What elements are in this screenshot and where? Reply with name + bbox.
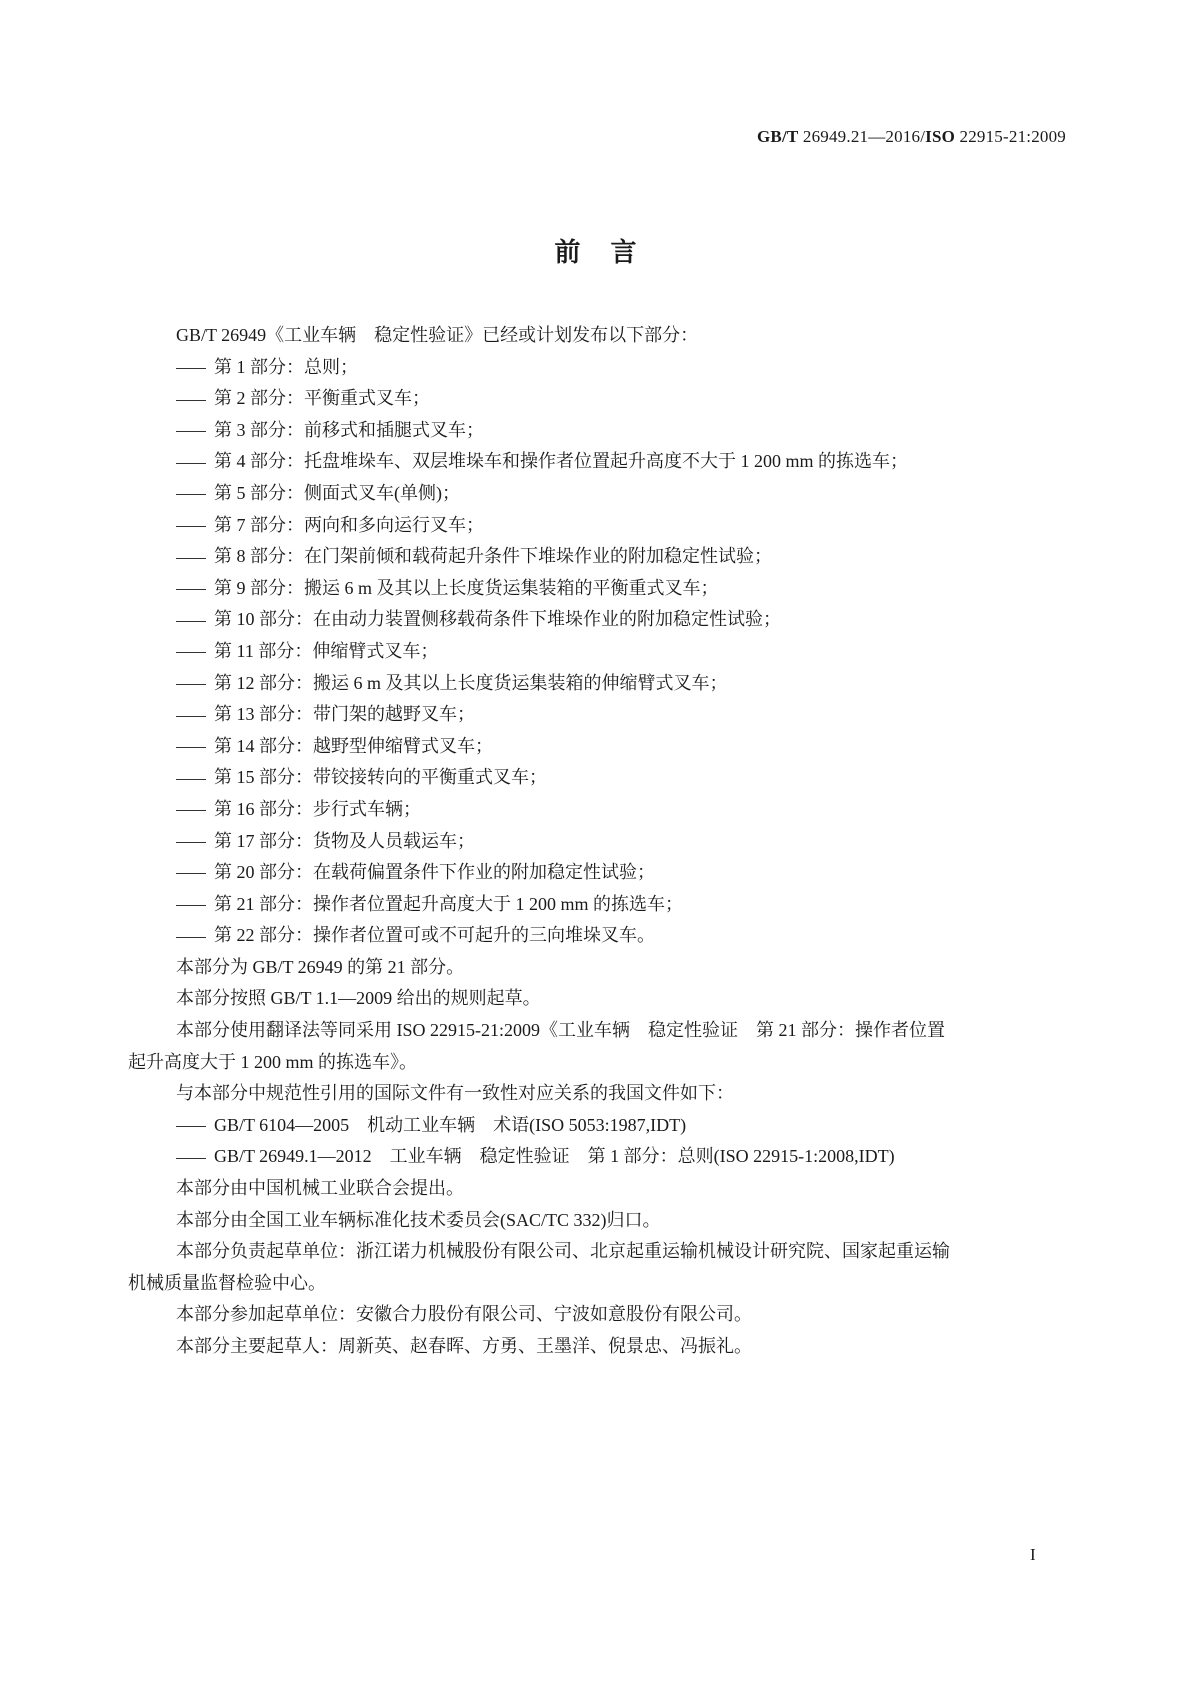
part-text: 第 11 部分：伸缩臂式叉车；: [214, 640, 439, 661]
part-text: 第 20 部分：在载荷偏置条件下作业的附加稳定性试验；: [214, 862, 655, 883]
participating-units-paragraph: 本部分参加起草单位：安徽合力股份有限公司、宁波如意股份有限公司。: [176, 1304, 752, 1325]
header-standard-number: 26949.21—2016/: [798, 127, 926, 146]
header-standard-prefix: GB/T: [756, 127, 799, 146]
part-text: 第 12 部分：搬运 6 m 及其以上长度货运集装箱的伸缩臂式叉车；: [214, 672, 728, 693]
page-title: 前言: [554, 238, 667, 267]
part-text: 第 13 部分：带门架的越野叉车；: [214, 704, 475, 725]
running-header: [757, 127, 1066, 147]
drafting-units-line1: 本部分负责起草单位：浙江诺力机械股份有限公司、北京起重运输机械设计研究院、国家起重运输: [176, 1241, 950, 1262]
dash-icon: [176, 937, 206, 938]
part-list-item: [128, 794, 1068, 826]
intro-paragraph: GB/T 26949《工业车辆 稳定性验证》已经或计划发布以下部分：: [176, 325, 699, 345]
drafting-units-line2: 机械质量监督检验中心。: [128, 1272, 326, 1293]
part-list-item: [128, 383, 1068, 415]
part-text: 第 3 部分：前移式和插腿式叉车；: [214, 419, 484, 440]
header-iso-prefix: ISO: [925, 127, 956, 146]
dash-icon: [176, 463, 206, 464]
dash-icon: [176, 873, 206, 874]
part-text: 第 4 部分：托盘堆垛车、双层堆垛车和操作者位置起升高度不大于 1 200 mm 的拣选车；: [214, 451, 908, 472]
part-text: 第 5 部分：侧面式叉车(单侧)；: [214, 482, 460, 503]
dash-icon: [176, 905, 206, 906]
dash-icon: [176, 1126, 206, 1127]
dash-icon: [176, 652, 206, 653]
part-text: 第 2 部分：平衡重式叉车；: [214, 388, 430, 409]
part-text: 第 17 部分：货物及人员载运车；: [214, 830, 475, 851]
proposed-paragraph: 本部分由中国机械工业联合会提出。: [176, 1178, 464, 1199]
parts-list: [128, 352, 1068, 952]
part-text: 第 1 部分：总则；: [214, 356, 358, 377]
part-list-item: [128, 762, 1068, 794]
page-number: I: [1030, 1545, 1036, 1564]
part-list-item: [128, 541, 1068, 573]
dash-icon: [176, 684, 206, 685]
part-text: 第 22 部分：操作者位置可或不可起升的三向堆垛叉车。: [214, 925, 655, 946]
part-list-item: [128, 415, 1068, 447]
part-paragraph: 本部分为 GB/T 26949 的第 21 部分。: [176, 956, 465, 977]
centralized-paragraph: 本部分由全国工业车辆标准化技术委员会(SAC/TC 332)归口。: [176, 1209, 661, 1230]
part-text: 第 16 部分：步行式车辆；: [214, 798, 421, 819]
ref-item: [128, 1110, 1068, 1142]
drafters-paragraph: 本部分主要起草人：周新英、赵春晖、方勇、王墨洋、倪景忠、冯振礼。: [176, 1336, 752, 1356]
part-list-item: [128, 857, 1068, 889]
dash-icon: [176, 1158, 206, 1159]
part-list-item: [128, 478, 1068, 510]
part-text: 第 7 部分：两向和多向运行叉车；: [214, 514, 484, 535]
dash-icon: [176, 494, 206, 495]
dash-icon: [176, 589, 206, 590]
part-text: 第 8 部分：在门架前倾和载荷起升条件下堆垛作业的附加稳定性试验；: [214, 546, 772, 567]
dash-icon: [176, 368, 206, 369]
part-text: 第 21 部分：操作者位置起升高度大于 1 200 mm 的拣选车；: [214, 893, 683, 914]
foreword-body: [128, 320, 1068, 1363]
ref-text: GB/T 6104—2005 机动工业车辆 术语(ISO 5053:1987,IDT): [214, 1114, 687, 1135]
part-list-item: [128, 668, 1068, 700]
dash-icon: [176, 431, 206, 432]
dash-icon: [176, 621, 206, 622]
dash-icon: [176, 716, 206, 717]
part-text: 第 10 部分：在由动力装置侧移载荷条件下堆垛作业的附加稳定性试验；: [214, 609, 781, 630]
part-list-item: [128, 699, 1068, 731]
part-list-item: [128, 446, 1068, 478]
dash-icon: [176, 747, 206, 748]
part-list-item: [128, 920, 1068, 952]
part-text: 第 15 部分：带铰接转向的平衡重式叉车；: [214, 767, 547, 788]
refs-intro-paragraph: 与本部分中规范性引用的国际文件有一致性对应关系的我国文件如下：: [176, 1083, 734, 1104]
ref-text: GB/T 26949.1—2012 工业车辆 稳定性验证 第 1 部分：总则(ISO 22915-1:2008,IDT): [214, 1146, 895, 1167]
part-list-item: [128, 636, 1068, 668]
dash-icon: [176, 558, 206, 559]
part-list-item: [128, 573, 1068, 605]
part-list-item: [128, 604, 1068, 636]
part-list-item: [128, 889, 1068, 921]
dash-icon: [176, 842, 206, 843]
translation-paragraph-line2: 起升高度大于 1 200 mm 的拣选车》。: [128, 1051, 418, 1072]
part-list-item: [128, 826, 1068, 858]
part-text: 第 9 部分：搬运 6 m 及其以上长度货运集装箱的平衡重式叉车；: [214, 577, 719, 598]
ref-item: [128, 1141, 1068, 1173]
dash-icon: [176, 779, 206, 780]
part-list-item: [128, 731, 1068, 763]
part-list-item: [128, 352, 1068, 384]
dash-icon: [176, 810, 206, 811]
dash-icon: [176, 526, 206, 527]
translation-paragraph-line1: 本部分使用翻译法等同采用 ISO 22915-21:2009《工业车辆 稳定性验证 第 21 部分：操作者位置: [176, 1020, 945, 1041]
dash-icon: [176, 400, 206, 401]
part-text: 第 14 部分：越野型伸缩臂式叉车；: [214, 735, 493, 756]
header-iso-number: 22915-21:2009: [955, 127, 1066, 146]
rules-paragraph: 本部分按照 GB/T 1.1—2009 给出的规则起草。: [176, 988, 541, 1009]
part-list-item: [128, 510, 1068, 542]
